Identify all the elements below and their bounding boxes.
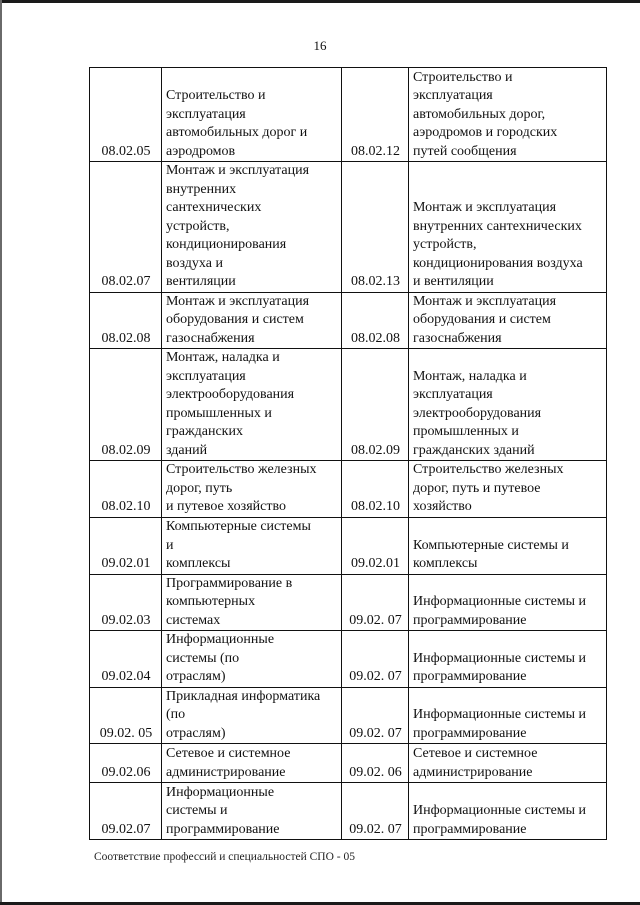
old-code-cell: 09.02.03 [90,574,162,631]
old-code-cell: 08.02.08 [90,292,162,349]
text-line: сантехнических [166,200,262,215]
new-name-cell [409,349,607,461]
text-line: Монтаж, наладка и [166,350,280,365]
text-line: системах [166,612,221,628]
scan-edge-left [0,0,2,905]
text-line: Монтаж, наладка и [413,368,527,384]
table-body [90,68,607,840]
new-code-cell: 09.02. 07 [342,687,409,744]
text-line: Информационные [166,632,275,647]
text-line: Компьютерные системы и [413,537,569,553]
table-row [90,744,607,783]
table-row [90,68,607,162]
text-line: Строительство железных [166,462,317,477]
text-line: дорог, путь и путевое [413,480,541,496]
text-line: Информационные системы и [413,594,587,609]
text-line: Монтаж и эксплуатация [166,163,310,178]
text-line: и путевое хозяйство [166,499,286,514]
new-code-cell: 08.02.08 [342,292,409,349]
text-line: компьютерных [166,594,256,609]
new-name-cell [409,162,607,293]
text-line: Сетевое и системное [166,746,291,761]
text-line: путей сообщения [413,143,517,159]
new-name-cell [409,574,607,631]
text-line: внутренних [166,181,237,197]
text-line: отраслям) [166,725,226,741]
text-line: Монтаж и эксплуатация [166,293,310,309]
new-code-cell: 08.02.09 [342,349,409,461]
old-name-cell [162,744,342,783]
old-code-cell: 08.02.07 [90,162,162,293]
text-line: газоснабжения [166,330,255,346]
text-line: зданий [166,442,208,458]
new-name-cell [409,461,607,518]
new-code-cell: 09.02.01 [342,517,409,574]
old-name-cell [162,687,342,744]
new-code-cell: 09.02. 07 [342,631,409,688]
text-line: системы и [166,803,228,818]
table-row [90,349,607,461]
text-line: кондиционирования воздуха [413,255,583,271]
text-line: администрирование [413,764,533,780]
old-name-cell [162,68,342,162]
table-row [90,461,607,518]
text-line: оборудования и систем [413,312,551,327]
old-code-cell: 09.02.07 [90,783,162,840]
text-line: программирование [413,612,527,628]
old-name-cell [162,574,342,631]
text-line: гражданских [166,424,243,439]
text-line: комплексы [166,556,231,571]
old-name-cell [162,517,342,574]
old-code-cell: 09.02.04 [90,631,162,688]
text-line: вентиляции [166,274,236,289]
old-code-cell: 09.02.06 [90,744,162,783]
table-row [90,631,607,688]
new-name-cell [409,687,607,744]
text-line: системы (по [166,650,240,666]
text-line: газоснабжения [413,330,502,346]
text-line: дорог, путь [166,480,233,496]
old-code-cell: 08.02.05 [90,68,162,162]
text-line: Сетевое и системное [413,746,538,761]
text-line: программирование [166,821,280,837]
new-name-cell [409,631,607,688]
table-row [90,292,607,349]
text-line: Информационные [166,784,275,800]
new-code-cell: 09.02. 06 [342,744,409,783]
old-name-cell [162,631,342,688]
text-line: Информационные системы и [413,650,587,666]
table-row [90,783,607,840]
text-line: хозяйство [413,499,472,514]
text-line: эксплуатация [413,387,493,402]
new-code-cell: 08.02.13 [342,162,409,293]
new-code-cell: 08.02.12 [342,68,409,162]
text-line: гражданских зданий [413,442,535,458]
text-line: Строительство и [166,88,266,103]
text-line: Информационные системы и [413,803,587,818]
text-line: аэродромов и городских [413,125,558,140]
text-line: Строительство железных [413,462,564,477]
table-row [90,574,607,631]
text-line: устройств, [413,237,477,252]
text-line: и вентиляции [413,274,494,289]
old-code-cell: 08.02.10 [90,461,162,518]
text-line: Компьютерные системы [166,519,311,534]
scan-edge-top [0,0,640,3]
new-code-cell: 09.02. 07 [342,574,409,631]
old-code-cell: 08.02.09 [90,349,162,461]
text-line: программирование [413,669,527,684]
text-line: оборудования и систем [166,312,304,327]
text-line: отраслям) [166,669,226,684]
old-name-cell [162,461,342,518]
text-line: электрооборудования [413,405,542,421]
old-name-cell [162,783,342,840]
new-name-cell [409,783,607,840]
new-name-cell [409,517,607,574]
new-code-cell: 09.02. 07 [342,783,409,840]
text-line: Прикладная информатика [166,688,321,704]
old-name-cell [162,162,342,293]
text-line: (по [166,707,186,722]
text-line: аэродромов [166,143,236,159]
new-name-cell [409,292,607,349]
text-line: устройств, [166,218,230,234]
text-line: внутренних сантехнических [413,218,582,234]
text-line: Монтаж и эксплуатация [413,200,557,215]
text-line: эксплуатация [166,368,246,384]
text-line: и [166,537,174,553]
text-line: Программирование в [166,575,293,591]
text-line: промышленных и [413,424,519,439]
new-name-cell [409,744,607,783]
specialty-correspondence-table [89,67,607,840]
text-line: программирование [413,821,527,837]
old-name-cell [162,349,342,461]
text-line: Монтаж и эксплуатация [413,293,557,309]
text-line: автомобильных дорог и [166,125,308,140]
text-line: кондиционирования [166,237,287,252]
text-line: автомобильных дорог, [413,106,546,122]
table-row [90,687,607,744]
old-code-cell: 09.02.01 [90,517,162,574]
table-row [90,162,607,293]
page-number: 16 [313,38,327,53]
text-line: промышленных и [166,405,272,421]
text-line: Строительство и [413,69,513,85]
table-row [90,517,607,574]
text-line: эксплуатация [166,106,246,122]
text-line: электрооборудования [166,387,295,402]
text-line: комплексы [413,556,478,571]
new-name-cell [409,68,607,162]
text-line: администрирование [166,764,286,780]
page-footer: Соответствие профессий и специальностей СПО - 05 [94,851,355,863]
old-name-cell [162,292,342,349]
text-line: Информационные системы и [413,707,587,722]
text-line: программирование [413,725,527,741]
old-code-cell: 09.02. 05 [90,687,162,744]
new-code-cell: 08.02.10 [342,461,409,518]
text-line: эксплуатация [413,88,493,103]
text-line: воздуха и [166,255,223,271]
